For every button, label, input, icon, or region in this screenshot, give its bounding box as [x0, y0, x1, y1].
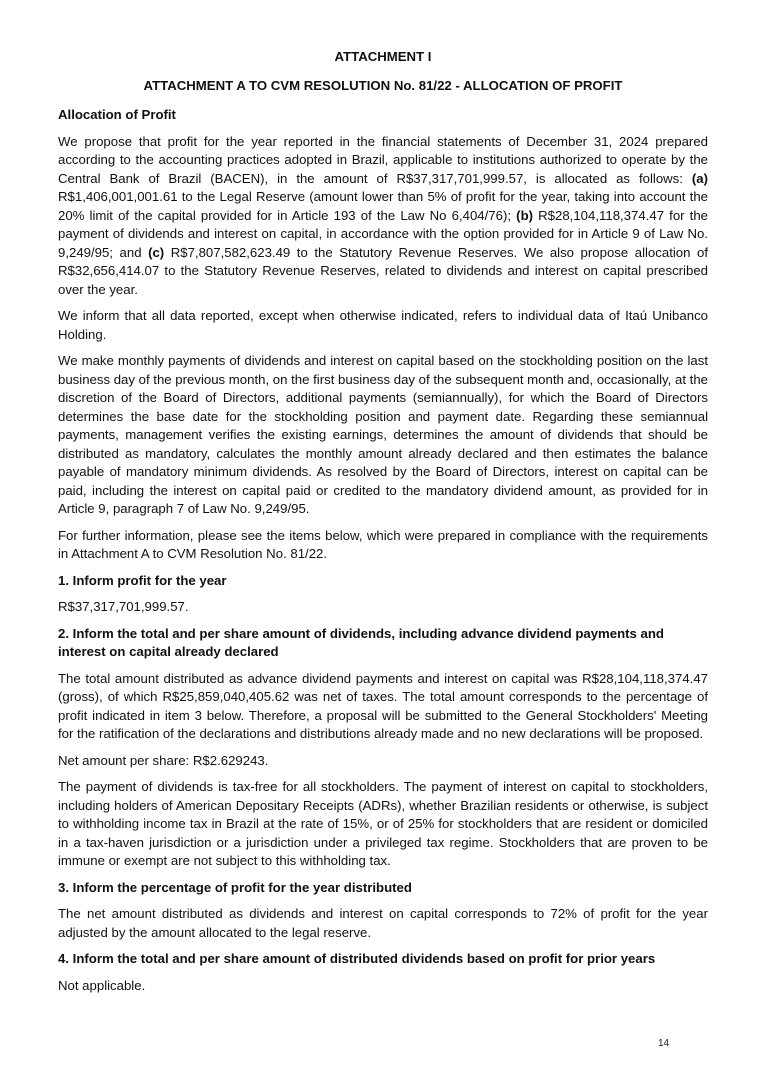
item-c-marker: (c) [148, 244, 165, 260]
document-page [58, 48, 708, 1003]
monthly-payments-paragraph: We make monthly payments of dividends and interest on capital based on the stockholding position on the last business day of the previous month, on the first business day of the subsequent month and, occasionally, at the discretion of the Board of Directors, additional payments (semiannually), for which the Board of Directors determines the base date for the stockholding position and payment date. Regarding these semiannual payments, management verifies the existing earnings, determines the amount of dividends that should be distributed as mandatory, calculates the monthly amount already declared and then estimates the balance payable of mandatory minimum dividends. As resolved by the Board of Directors, interest on capital can be paid, including the interest on capital paid or credited to the mandatory dividend amount, as provided for in Article 9, paragraph 7 of Law No. 9,249/95. [58, 353, 708, 516]
item-b-marker: (b) [516, 207, 534, 223]
prior-years-paragraph: Not applicable. [58, 977, 146, 993]
profit-value: R$37,317,701,999.57. [58, 599, 189, 614]
allocation-text-2: R$1,406,001,001.61 to the Legal Reserve (amount lower than 5% of profit for the year, taking into account the 20% limit of the capital provided for in Article 193 of the Law No 6,404/76); [58, 189, 708, 223]
page-number: 14 [658, 1038, 670, 1049]
allocation-text-4: R$7,807,582,623.49 to the Statutory Revenue Reserves. We also propose allocation of R$32,656,414.07 to the Statutory Revenue Reserves, related to dividends and interest on capital prescribed over the year. [58, 244, 708, 297]
page-subtitle: ATTACHMENT A TO CVM RESOLUTION No. 81/22 - ALLOCATION OF PROFIT [143, 78, 623, 93]
allocation-paragraph [58, 133, 708, 300]
percentage-paragraph: The net amount distributed as dividends and interest on capital corresponds to 72% of profit for the year adjusted by the amount allocated to the legal reserve. [58, 906, 708, 940]
section-3-heading: 3. Inform the percentage of profit for the year distributed [58, 879, 412, 895]
distribution-paragraph: The total amount distributed as advance dividend payments and interest on capital was R$28,104,118,374.47 (gross), of which R$25,859,040,405.62 was net of taxes. The total amount corresponds to the percentage of profit indicated in item 3 below. Therefore, a proposal will be submitted to the General Stockholders' Meeting for the ratification of the declarations and distributions already made and no new declarations will be proposed. [58, 670, 708, 741]
section-4-heading: 4. Inform the total and per share amount of distributed dividends based on profit for prior years [58, 951, 656, 966]
page-title: ATTACHMENT I [334, 49, 432, 64]
item-a-marker: (a) [691, 170, 708, 186]
data-scope-paragraph: We inform that all data reported, except when otherwise indicated, refers to individual data of Itaú Unibanco Holding. [58, 308, 708, 342]
net-per-share: Net amount per share: R$2.629243. [58, 752, 269, 768]
allocation-text-1: We propose that profit for the year reported in the financial statements of December 31, 2024 prepared according to the accounting practices adopted in Brazil, applicable to institutions authorized to operate by the Central Bank of Brazil (BACEN), in the amount of R$37,317,701,999.57, is allocated as follows: [58, 133, 708, 186]
further-info-paragraph: For further information, please see the items below, which were prepared in compliance with the requirements in Attachment A to CVM Resolution No. 81/22. [58, 527, 708, 561]
allocation-heading: Allocation of Profit [58, 107, 176, 122]
section-1-heading: 1. Inform profit for the year [58, 572, 227, 588]
section-2-heading: 2. Inform the total and per share amount of dividends, including advance dividend payments and interest on capital already declared [58, 625, 664, 659]
tax-paragraph: The payment of dividends is tax-free for all stockholders. The payment of interest on capital to stockholders, including holders of American Depositary Receipts (ADRs), whether Brazilian residents or otherwise, is subject to withholding income tax in Brazil at the rate of 15%, or of 25% for stockholders that are resident or domiciled in a tax-haven jurisdiction or a jurisdiction under a privileged tax regime. Stockholders that are proven to be immune or exempt are not subject to this withholding tax. [58, 779, 708, 868]
allocation-text-3: R$28,104,118,374.47 for the payment of dividends and interest on capital, in accordance with the option provided for in Article 9 of Law No. 9,249/95; and [58, 207, 709, 260]
